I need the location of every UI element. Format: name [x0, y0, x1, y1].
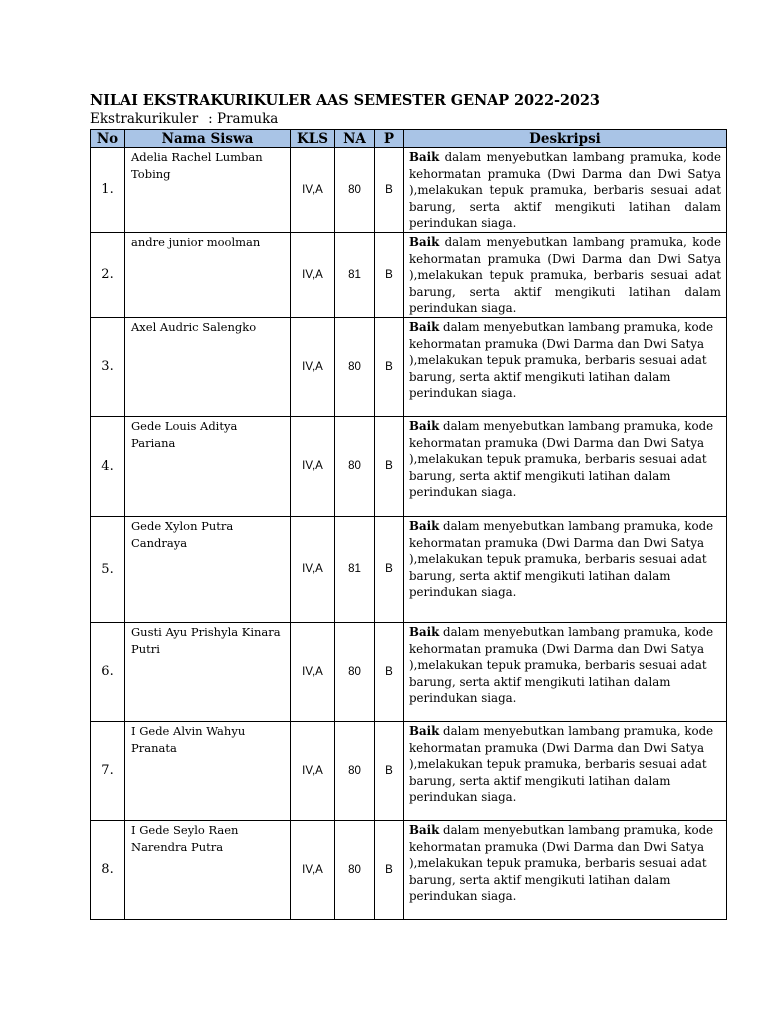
table-row [91, 820, 727, 919]
desc-bold: Baik [409, 822, 440, 837]
cell-kls: IV,A [291, 416, 335, 516]
cell-kls: IV,A [291, 721, 335, 820]
desc-text: dalam menyebutkan lambang pramuka, kode kehormatan pramuka (Dwi Darma dan Dwi Satya ),melakukan tepuk pramuka, berbaris sesuai adat barung, serta aktif mengikuti latihan dalam perindukan siaga. [409, 234, 721, 316]
cell-no: 6. [91, 622, 125, 721]
table-row [91, 416, 727, 516]
table-row [91, 721, 727, 820]
table-row [91, 317, 727, 416]
ekstrakurikuler-value: : Pramuka [208, 111, 279, 127]
cell-nama: I Gede Alvin Wahyu Pranata [125, 721, 291, 820]
cell-no: 4. [91, 416, 125, 516]
cell-na: 80 [335, 148, 375, 233]
desc-bold: Baik [409, 234, 440, 249]
cell-na: 80 [335, 416, 375, 516]
cell-no: 5. [91, 516, 125, 622]
cell-kls: IV,A [291, 317, 335, 416]
table-header-row [91, 130, 727, 148]
ekstrakurikuler-line [90, 111, 278, 127]
table-row [91, 622, 727, 721]
cell-p: B [375, 317, 404, 416]
cell-no: 1. [91, 148, 125, 233]
cell-deskripsi [404, 232, 727, 317]
cell-na: 80 [335, 820, 375, 919]
cell-na: 81 [335, 516, 375, 622]
cell-deskripsi [404, 317, 727, 416]
cell-na: 80 [335, 721, 375, 820]
cell-no: 7. [91, 721, 125, 820]
grades-table [90, 129, 727, 920]
header-kls: KLS [291, 130, 335, 148]
cell-p: B [375, 232, 404, 317]
desc-bold: Baik [409, 518, 440, 533]
desc-text: dalam menyebutkan lambang pramuka, kode kehormatan pramuka (Dwi Darma dan Dwi Satya ),melakukan tepuk pramuka, berbaris sesuai adat barung, serta aktif mengikuti latihan dalam perindukan siaga. [409, 518, 714, 600]
desc-bold: Baik [409, 319, 440, 334]
cell-nama: Gede Louis Aditya Pariana [125, 416, 291, 516]
desc-text: dalam menyebutkan lambang pramuka, kode kehormatan pramuka (Dwi Darma dan Dwi Satya ),melakukan tepuk pramuka, berbaris sesuai adat barung, serta aktif mengikuti latihan dalam perindukan siaga. [409, 150, 721, 231]
desc-bold: Baik [409, 624, 440, 639]
cell-no: 3. [91, 317, 125, 416]
desc-text: dalam menyebutkan lambang pramuka, kode kehormatan pramuka (Dwi Darma dan Dwi Satya ),melakukan tepuk pramuka, berbaris sesuai adat barung, serta aktif mengikuti latihan dalam perindukan siaga. [409, 822, 714, 904]
cell-deskripsi [404, 721, 727, 820]
cell-na: 80 [335, 622, 375, 721]
desc-bold: Baik [409, 150, 440, 164]
cell-deskripsi [404, 148, 727, 233]
table-row [91, 148, 727, 233]
cell-kls: IV,A [291, 820, 335, 919]
document-title: NILAI EKSTRAKURIKULER AAS SEMESTER GENAP 2022-2023 [90, 92, 600, 109]
cell-kls: IV,A [291, 516, 335, 622]
desc-bold: Baik [409, 418, 440, 433]
cell-kls: IV,A [291, 148, 335, 233]
cell-deskripsi [404, 416, 727, 516]
desc-bold: Baik [409, 723, 440, 738]
cell-na: 80 [335, 317, 375, 416]
cell-deskripsi [404, 516, 727, 622]
cell-nama: I Gede Seylo Raen Narendra Putra [125, 820, 291, 919]
cell-no: 2. [91, 232, 125, 317]
cell-p: B [375, 148, 404, 233]
header-deskripsi: Deskripsi [404, 130, 727, 148]
cell-p: B [375, 516, 404, 622]
cell-no: 8. [91, 820, 125, 919]
header-p: P [375, 130, 404, 148]
cell-p: B [375, 820, 404, 919]
cell-p: B [375, 416, 404, 516]
desc-text: dalam menyebutkan lambang pramuka, kode kehormatan pramuka (Dwi Darma dan Dwi Satya ),melakukan tepuk pramuka, berbaris sesuai adat barung, serta aktif mengikuti latihan dalam perindukan siaga. [409, 624, 714, 706]
header-no: No [91, 130, 125, 148]
desc-text: dalam menyebutkan lambang pramuka, kode kehormatan pramuka (Dwi Darma dan Dwi Satya ),melakukan tepuk pramuka, berbaris sesuai adat barung, serta aktif mengikuti latihan dalam perindukan siaga. [409, 723, 714, 805]
cell-p: B [375, 622, 404, 721]
ekstrakurikuler-label: Ekstrakurikuler [90, 111, 199, 127]
cell-deskripsi [404, 622, 727, 721]
cell-kls: IV,A [291, 232, 335, 317]
desc-text: dalam menyebutkan lambang pramuka, kode kehormatan pramuka (Dwi Darma dan Dwi Satya ),melakukan tepuk pramuka, berbaris sesuai adat barung, serta aktif mengikuti latihan dalam perindukan siaga. [409, 319, 714, 401]
desc-text: dalam menyebutkan lambang pramuka, kode kehormatan pramuka (Dwi Darma dan Dwi Satya ),melakukan tepuk pramuka, berbaris sesuai adat barung, serta aktif mengikuti latihan dalam perindukan siaga. [409, 418, 714, 500]
header-na: NA [335, 130, 375, 148]
cell-p: B [375, 721, 404, 820]
header-nama: Nama Siswa [125, 130, 291, 148]
cell-nama: Axel Audric Salengko [125, 317, 291, 416]
cell-nama: Gede Xylon Putra Candraya [125, 516, 291, 622]
cell-na: 81 [335, 232, 375, 317]
cell-nama: Adelia Rachel Lumban Tobing [125, 148, 291, 233]
cell-kls: IV,A [291, 622, 335, 721]
cell-nama: andre junior moolman [125, 232, 291, 317]
table-row [91, 232, 727, 317]
cell-deskripsi [404, 820, 727, 919]
table-row [91, 516, 727, 622]
cell-nama: Gusti Ayu Prishyla Kinara Putri [125, 622, 291, 721]
